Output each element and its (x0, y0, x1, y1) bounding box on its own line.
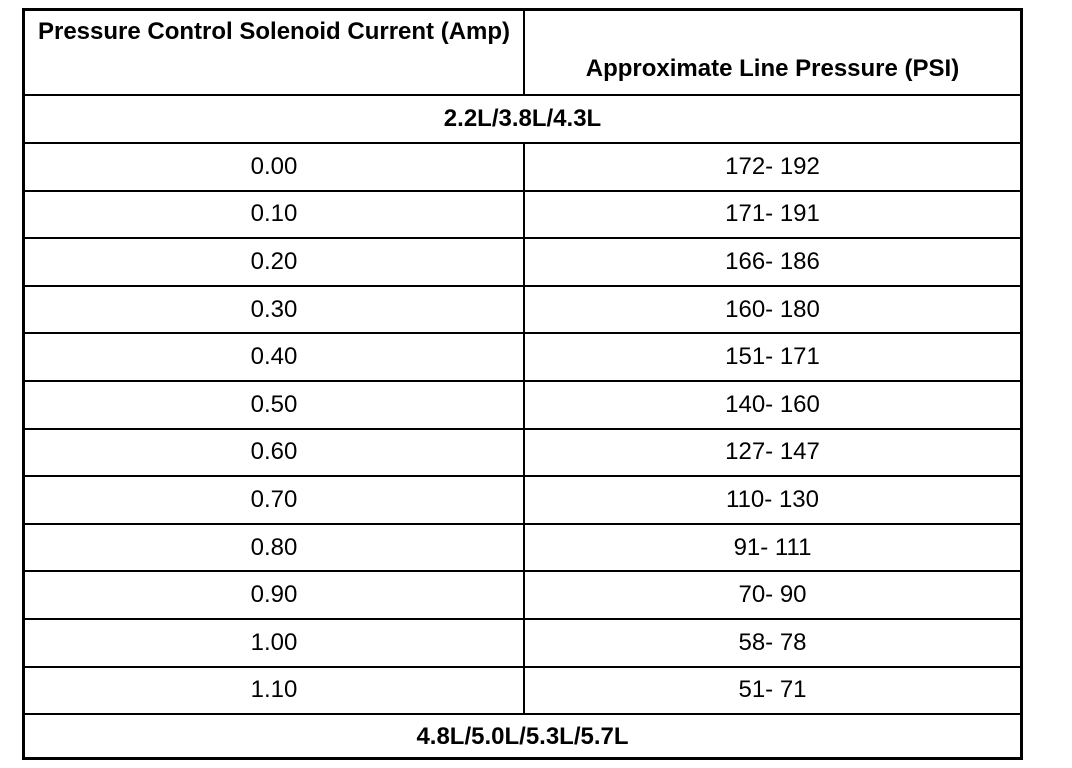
current-cell: 0.80 (25, 524, 524, 572)
pressure-cell: 91- 111 (524, 524, 1020, 572)
current-cell: 0.00 (25, 143, 524, 191)
header-row (25, 11, 1020, 95)
pressure-cell: 171- 191 (524, 191, 1020, 239)
table-row (25, 238, 1020, 286)
current-cell: 0.60 (25, 429, 524, 477)
current-cell: 1.10 (25, 667, 524, 715)
pressure-table-frame (22, 8, 1023, 760)
current-cell: 0.50 (25, 381, 524, 429)
table-row (25, 381, 1020, 429)
group-label: 4.8L/5.0L/5.3L/5.7L (25, 714, 1020, 758)
current-cell: 0.70 (25, 476, 524, 524)
pressure-cell: 127- 147 (524, 429, 1020, 477)
current-cell: 0.90 (25, 571, 524, 619)
table-row (25, 571, 1020, 619)
current-cell: 0.30 (25, 286, 524, 334)
group-row (25, 714, 1020, 758)
table-row (25, 476, 1020, 524)
table-row (25, 333, 1020, 381)
pressure-cell: 166- 186 (524, 238, 1020, 286)
table-row (25, 524, 1020, 572)
current-cell: 0.40 (25, 333, 524, 381)
table-row (25, 143, 1020, 191)
pressure-cell: 110- 130 (524, 476, 1020, 524)
table-row (25, 191, 1020, 239)
table-row (25, 429, 1020, 477)
pressure-cell: 51- 71 (524, 667, 1020, 715)
header-line-pressure: Approximate Line Pressure (PSI) (524, 11, 1020, 95)
pressure-cell: 140- 160 (524, 381, 1020, 429)
table-row (25, 619, 1020, 667)
pressure-cell: 151- 171 (524, 333, 1020, 381)
group-row (25, 95, 1020, 143)
current-cell: 0.10 (25, 191, 524, 239)
pressure-cell: 172- 192 (524, 143, 1020, 191)
table-row (25, 667, 1020, 715)
header-solenoid-current: Pressure Control Solenoid Current (Amp) (25, 11, 524, 95)
pressure-cell: 160- 180 (524, 286, 1020, 334)
current-cell: 1.00 (25, 619, 524, 667)
pressure-cell: 70- 90 (524, 571, 1020, 619)
pressure-table (25, 11, 1020, 758)
pressure-cell: 58- 78 (524, 619, 1020, 667)
current-cell: 0.20 (25, 238, 524, 286)
group-label: 2.2L/3.8L/4.3L (25, 95, 1020, 143)
table-row (25, 286, 1020, 334)
